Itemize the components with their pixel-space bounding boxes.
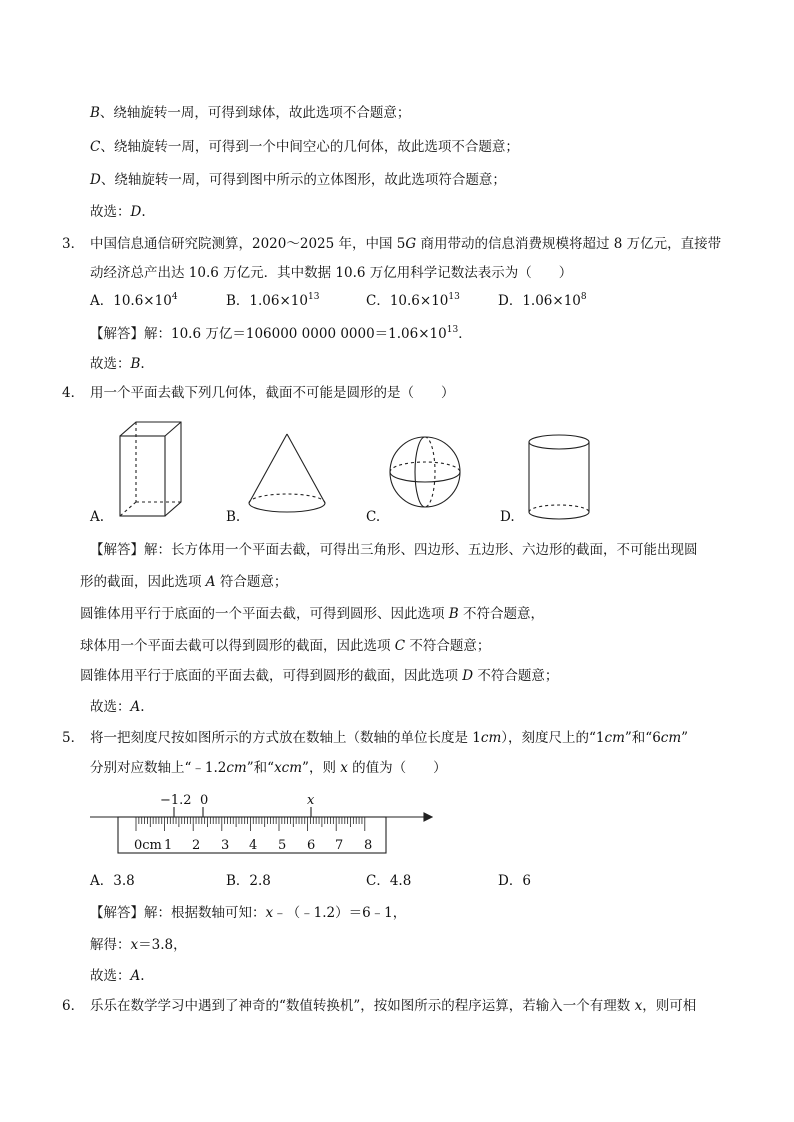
q3-solution: 【解答】解：10.6 万亿＝106000 0000 $0000=1.06\times 10^{13}$． bbox=[90, 325, 472, 342]
q3-option-b: B．$1.06\times 10^{13}$ bbox=[226, 292, 320, 309]
q3-answer: 故选：B. bbox=[90, 356, 145, 372]
ruler-number-7: 7 bbox=[335, 838, 344, 853]
ruler-number-8: 8 bbox=[364, 838, 373, 853]
q2-solution-d: D、绕轴旋转一周，可得到图中所示的立体图形，故此选项符合题意； bbox=[90, 172, 506, 188]
q5-option-c: C．4.8 bbox=[366, 873, 412, 889]
q3-option-a: A．$10.6\times 10^4$ bbox=[90, 292, 178, 309]
q5-number: 5． bbox=[62, 730, 85, 746]
cylinder-icon bbox=[524, 432, 594, 524]
ruler-number-0cm: 0cm bbox=[134, 838, 162, 853]
q4-solution-line3: 圆锥体用平行于底面的一个平面去截，可得到圆形、因此选项 B 不符合题意， bbox=[80, 606, 545, 622]
q5-solution: 【解答】解：根据数轴可知：x﹣（﹣1.2）＝6﹣1， bbox=[90, 905, 407, 921]
q2-answer: 故选：D. bbox=[90, 204, 146, 220]
ruler-number-4: 4 bbox=[249, 838, 258, 853]
q3-text-line1: 中国信息通信研究院测算，2020～2025 年，中国 5G 商用带动的信息消费规模将超过 8 万亿元，直接带 bbox=[90, 236, 722, 252]
q4-solution-line4: 球体用一个平面去截可以得到圆形的截面，因此选项 C 不符合题意； bbox=[80, 638, 491, 654]
cone-icon bbox=[245, 430, 330, 520]
q4-text: 用一个平面去截下列几何体，截面不可能是圆形的是（ ） bbox=[90, 385, 455, 401]
q3-option-c: C．$10.6\times 10^{13}$ bbox=[366, 292, 460, 309]
q5-text-line1: 将一把刻度尺按如图所示的方式放在数轴上（数轴的单位长度是 1cm），刻度尺上的“1cm”和“6cm” bbox=[90, 730, 689, 746]
q4-solution-line5: 圆锥体用平行于底面的平面去截，可得到圆形的截面，因此选项 D 不符合题意； bbox=[80, 668, 559, 684]
axis-label-zero: 0 bbox=[200, 793, 209, 808]
q3-text-line2: 动经济总产出达 10.6 万亿元．其中数据 10.6 万亿用科学记数法表示为（ ） bbox=[90, 265, 573, 281]
q4-figure-label-a: A. bbox=[90, 509, 105, 525]
q2-solution-b: B、绕轴旋转一周，可得到球体，故此选项不合题意； bbox=[90, 105, 411, 121]
q5-solve: 解得：x＝3.8， bbox=[90, 937, 187, 953]
q5-option-d: D．6 bbox=[498, 873, 531, 889]
q3-option-d: D．$1.06\times 10^8$ bbox=[498, 292, 587, 309]
q4-figure-label-c: C. bbox=[366, 509, 381, 525]
q4-figure-label-b: B. bbox=[226, 509, 241, 525]
ruler-number-5: 5 bbox=[278, 838, 287, 853]
ruler-number-line-figure bbox=[88, 787, 433, 857]
q2-solution-c: C、绕轴旋转一周，可得到一个中间空心的几何体，故此选项不合题意； bbox=[90, 139, 519, 155]
ruler-number-2: 2 bbox=[192, 838, 201, 853]
axis-label-neg1-2: −1.2 bbox=[160, 793, 192, 808]
q4-figure-label-d: D. bbox=[500, 509, 515, 525]
ruler-number-6: 6 bbox=[307, 838, 316, 853]
axis-label-x: x bbox=[307, 793, 315, 808]
q6-text: 乐乐在数学学习中遇到了神奇的“数值转换机”，按如图所示的程序运算，若输入一个有理数 x，则可相 bbox=[90, 998, 697, 1014]
q5-answer: 故选：A. bbox=[90, 968, 145, 984]
ruler-number-1: 1 bbox=[164, 838, 173, 853]
q4-solution-line1: 【解答】解：长方体用一个平面去截，可得出三角形、四边形、五边形、六边形的截面，不可能出现圆 bbox=[90, 542, 698, 558]
q5-option-a: A．3.8 bbox=[90, 873, 135, 889]
cuboid-icon bbox=[110, 418, 190, 523]
sphere-icon bbox=[385, 432, 465, 512]
q6-number: 6． bbox=[62, 998, 85, 1014]
q4-answer: 故选：A. bbox=[90, 699, 145, 715]
q4-number: 4． bbox=[62, 385, 85, 401]
q5-option-b: B．2.8 bbox=[226, 873, 271, 889]
ruler-number-3: 3 bbox=[221, 838, 230, 853]
q4-solution-line2: 形的截面，因此选项 A 符合题意； bbox=[80, 574, 288, 590]
q5-text-line2: 分别对应数轴上“﹣1.2cm”和“xcm”，则 x 的值为（ ） bbox=[90, 760, 447, 776]
q3-number: 3． bbox=[62, 236, 85, 252]
